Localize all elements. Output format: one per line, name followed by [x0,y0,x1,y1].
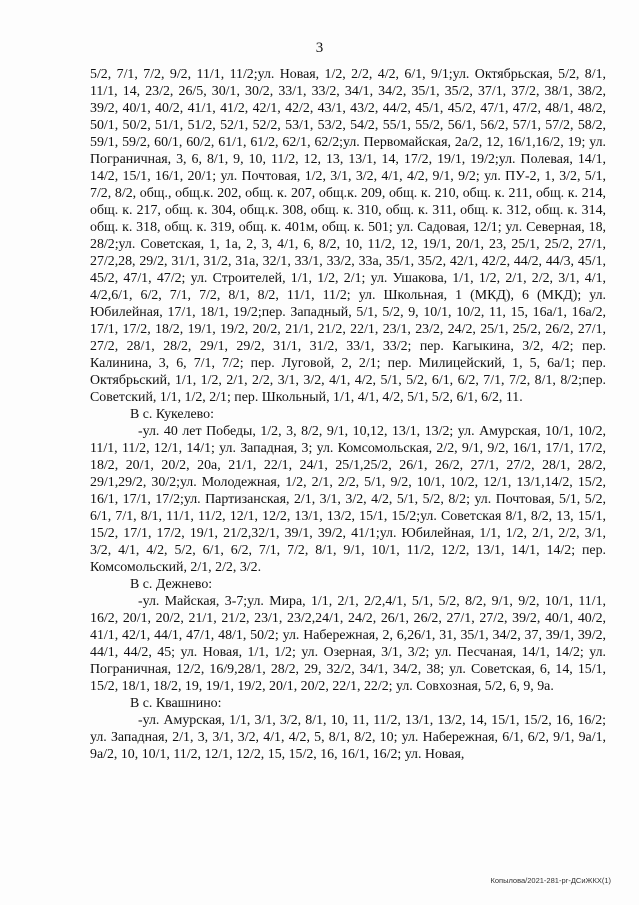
document-body [90,66,606,763]
paragraph-kvashnino-addresses: -ул. Амурская, 1/1, 3/1, 3/2, 8/1, 10, 11, 11/2, 13/1, 13/2, 14, 15/1, 15/2, 16, 16/2; ул. Западная, 2/1, 3, 3/1, 3/2, 4/1, 4/2, 5, 8/1, 8/2, 10; ул. Набережная, 6/1, 6/2, 9/1, 9а/1, 9а/2, 10, 10/1, 11/2, 12/1, 12/2, 15, 15/2, 16, 16/1, 16/2; ул. Новая, [90,713,606,762]
document-footer-reference: Копылова/2021-281-рг-ДСиЖКХ(1) [490,876,611,885]
paragraph-dezhnevo-addresses: -ул. Майская, 3-7;ул. Мира, 1/1, 2/1, 2/2,4/1, 5/1, 5/2, 8/2, 9/1, 9/2, 10/1, 11/1, 16/2, 20/1, 20/2, 21/1, 21/2, 23/1, 23/2,24/1, 24/2, 26/1, 26/2, 27/1, 27/2, 39/2, 40/1, 40/2, 41/1, 42/1, 44/1, 47/1, 48/1, 50/2; ул. Набережная, 2, 6,26/1, 31, 35/1, 34/2, 37, 39/1, 39/2, 44/1, 44/2, 45; ул. Новая, 1/1, 1/2; ул. Озерная, 3/1, 3/2; ул. Песчаная, 14/1, 14/2; ул. Пограничная, 12/2, 16/9,28/1, 28/2, 29, 32/2, 34/1, 34/2, 38; ул. Советская, 6, 14, 15/1, 15/2, 18/1, 18/2, 19, 19/1, 19/2, 20/1, 20/2, 22/1, 22/2; ул. Совхозная, 5/2, 6, 9, 9а. [90,594,606,694]
village-heading-dezhnevo: В с. Дежнево: [130,577,213,592]
paragraph-kukelevo-addresses: -ул. 40 лет Победы, 1/2, 3, 8/2, 9/1, 10,12, 13/1, 13/2; ул. Амурская, 10/1, 10/2, 11/1, 11/2, 12/1, 14/1; ул. Западная, 3; ул. Комсомольская, 2/2, 9/1, 9/2, 16/1, 17/1, 17/2, 18/2, 20/1, 20/2, 20а, 21/1, 22/1, 24/1, 25/1,25/2, 26/1, 26/2, 27/1, 27/2, 28/1, 28/2, 29/1,29/2, 30/2;ул. Молодежная, 1/2, 2/1, 2/2, 5/1, 9/2, 10/1, 10/2, 12/1, 13/1,14/2, 15/2, 16/1, 17/1, 17/2;ул. Партизанская, 2/1, 3/1, 3/2, 4/2, 5/1, 5/2, 8/2; ул. Почтовая, 5/1, 5/2, 6/1, 7/1, 8/1, 11/1, 11/2, 12/1, 12/2, 13/1, 13/2, 15/1, 15/2;ул. Советская 8/1, 8/2, 13, 15/1, 15/2, 17/1, 17/2, 19/1, 21/2,32/1, 39/1, 39/2, 41/1;ул. Юбилейная, 1/1, 1/2, 2/1, 2/2, 3/1, 3/2, 4/1, 4/2, 5/2, 6/1, 6/2, 7/1, 7/2, 8/1, 9/1, 10/1, 11/2, 12/2, 13/1, 14/1, 14/2; пер. Комсомольский, 2/1, 2/2, 3/2. [90,424,606,575]
paragraph-address-list: 5/2, 7/1, 7/2, 9/2, 11/1, 11/2;ул. Новая, 1/2, 2/2, 4/2, 6/1, 9/1;ул. Октябрьская, 5/2, 8/1, 11/1, 14, 23/2, 26/5, 30/1, 30/2, 33/1, 33/2, 34/1, 34/2, 35/1, 35/2, 37/1, 37/2, 38/1, 38/2, 39/2, 40/1, 40/2, 41/1, 41/2, 42/1, 42/2, 43/1, 43/2, 44/2, 45/1, 45/2, 47/1, 47/2, 48/1, 48/2, 50/1, 50/2, 51/1, 51/2, 52/1, 52/2, 53/1, 53/2, 54/2, 55/1, 55/2, 56/1, 56/2, 57/1, 57/2, 58/2, 59/1, 59/2, 60/1, 60/2, 61/1, 61/2, 62/1, 62/2;ул. Первомайская, 2а/2, 12, 16/1,16/2, 19; ул. Пограничная, 3, 6, 8/1, 9, 10, 11/2, 12, 13, 13/1, 14, 17/2, 19/1, 19/2;ул. Полевая, 14/1, 14/2, 15/1, 16/1, 20/1; ул. Почтовая, 1/2, 3/1, 3/2, 4/1, 4/2, 9/1, 9/2; ул. ПУ-2, 1, 3/2, 5/1, 7/2, 8/2, общ., общ.к. 202, общ. к. 207, общ.к. 209, общ. к. 210, общ. к. 211, общ. к. 214, общ. к. 217, общ. к. 304, общ.к. 308, общ. к. 310, общ. к. 311, общ. к. 312, общ. к. 314, общ. к. 318, общ. к. 319, общ. к. 401м, общ. к. 501; ул. Садовая, 12/1; ул. Северная, 18, 28/2;ул. Советская, 1, 1а, 2, 3, 4/1, 6, 8/2, 10, 11/2, 12, 19/1, 20/1, 23, 25/1, 25/2, 27/1, 27/2,28, 29/2, 31/1, 31/2, 31а, 32/1, 33/1, 33/2, 33а, 35/1, 35/2, 42/1, 42/2, 44/2, 44/3, 45/1, 45/2, 47/1, 47/2; ул. Строителей, 1/1, 1/2, 2/1; ул. Ушакова, 1/1, 1/2, 2/1, 2/2, 3/1, 4/1, 4/2,6/1, 6/2, 7/1, 7/2, 8/1, 8/2, 11/1, 11/2; ул. Школьная, 1 (МКД), 6 (МКД); ул. Юбилейная, 17/1, 18/1, 19/2;пер. Западный, 5/1, 5/2, 9, 10/1, 10/2, 11, 15, 16а/1, 16а/2, 17/1, 17/2, 18/2, 19/1, 19/2, 20/2, 21/1, 21/2, 22/1, 23/1, 23/2, 24/2, 25/1, 25/2, 26/2, 27/1, 27/2, 28/1, 28/2, 29/1, 29/2, 31/1, 31/2, 33/1, 33/2; пер. Кагыкина, 3/2, 4/2; пер. Калинина, 3, 6, 7/1, 7/2; пер. Луговой, 2, 2/1; пер. Милицейский, 1, 5, 6а/1; пер. Октябрьский, 1/1, 1/2, 2/1, 2/2, 3/1, 3/2, 4/1, 4/2, 5/1, 5/2, 6/1, 6/2, 7/1, 7/2, 8/1, 8/2;пер. Советский, 1/1, 1/2, 2/1; пер. Школьный, 1/1, 4/1, 4/2, 5/1, 5/2, 6/1, 6/2, 11. [90,67,606,405]
page-number: 3 [315,40,324,56]
village-heading-kvashnino: В с. Квашнино: [130,696,222,711]
village-heading-kukelevo: В с. Кукелево: [130,407,214,422]
